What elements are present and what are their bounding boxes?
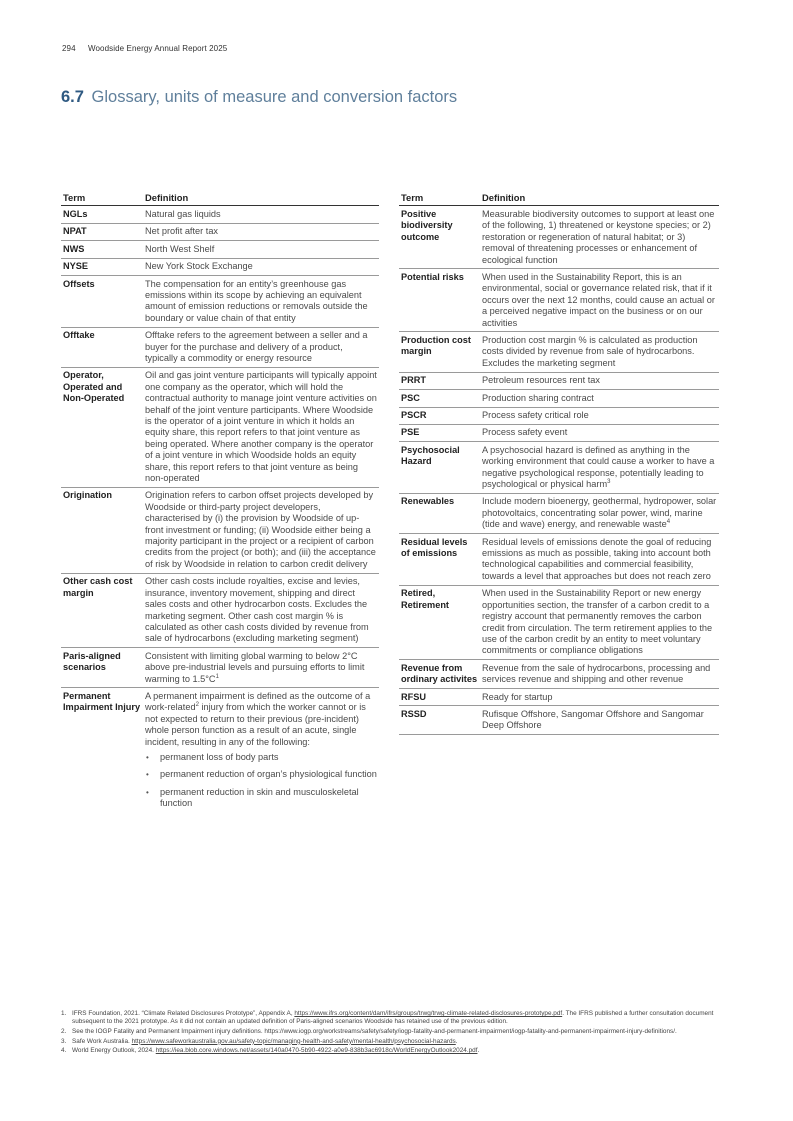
glossary-row (399, 493, 719, 533)
glossary-row (61, 573, 379, 647)
definition-text: Offtake refers to the agreement between a seller and a buyer for the purchase and delivery of a product, typically a commodity or energy resource (145, 330, 368, 363)
glossary-definition (480, 442, 719, 494)
glossary-row (61, 206, 379, 223)
definition-text: Other cash costs include royalties, excise and levies, insurance, inventory movement, shipping and direct sales costs and other hydrocarbon costs. Excludes the marketing segment. Other cash cost margin % is calculated as other cash costs divided by revenue from sale of hydrocarbons (excluding marketing segment) (145, 576, 369, 644)
glossary-definition (143, 367, 379, 487)
glossary-definition (143, 487, 379, 573)
glossary-term: RSSD (399, 706, 480, 735)
footnote-text-end: . (477, 1047, 480, 1055)
definition-header: Definition (480, 190, 719, 206)
glossary-row (399, 660, 719, 689)
definition-text: The compensation for an entity’s greenhouse gas emissions within its scope by achieving an equivalent amount of emission reductions or removals outside the boundary or value chain of that entity (145, 278, 368, 323)
footnote-link[interactable]: https://www.ifrs.org/content/dam/ifrs/groups/trwg/trwg-climate-related-disclosures-prototype.pdf (294, 1010, 563, 1017)
glossary-row (399, 269, 719, 332)
glossary-definition (143, 223, 379, 240)
glossary-row (399, 585, 719, 659)
glossary-definition (480, 390, 719, 407)
section-heading: Glossary, units of measure and conversion factors (91, 88, 458, 106)
footnote-number: 4. (61, 1047, 67, 1055)
glossary-definition (480, 407, 719, 424)
definition-text: Origination refers to carbon offset projects developed by Woodside or third-party project developers, characterised by (i) the provision by Woodside of up-front investment or funding; (ii) Woodside either being a majority participant in the project or a recipient of carbon credits from the project (or both); and (iii) the acceptance of risk by Woodside in relation to carbon credit delivery (145, 490, 376, 569)
glossary-term: Permanent Impairment Injury (63, 690, 141, 713)
glossary-term: Renewables (399, 493, 480, 533)
glossary-term: Offsets (61, 276, 143, 328)
glossary-term: NGLs (61, 206, 143, 223)
glossary-term: PSE (399, 424, 480, 441)
footnote-number: 3. (61, 1037, 67, 1045)
definition-text: Ready for startup (482, 691, 553, 702)
definition-text: When used in the Sustainability Report or new energy opportunities section, the transfer of a carbon credit to a registry account that permanently removes the carbon credit from circulation. The term retirement applies to the use of the carbon credit by an entity to meet voluntary commitments or compliance obligations (482, 588, 713, 656)
glossary-definition (143, 573, 379, 647)
bullet-item: • permanent reduction in skin and musculoskeletal function (145, 787, 377, 810)
glossary-term: Retired, Retirement (399, 585, 480, 659)
glossary-row (399, 424, 719, 441)
definition-text: A permanent impairment is defined as the outcome of a work-related (145, 690, 371, 713)
glossary-row (61, 223, 379, 240)
definition-text: Production sharing contract (482, 392, 594, 403)
glossary-row (399, 390, 719, 407)
glossary-term: NWS (61, 241, 143, 258)
bullet-list (145, 752, 377, 810)
footnote (61, 1028, 731, 1036)
definition-text: Measurable biodiversity outcomes to support at least one of the following, 1) threatened or keystone species; or 2) restoration or regeneration of natural habitat; or 3) removal of threatening processes or enhancement of ecological function (482, 208, 715, 265)
bullet-item: • permanent loss of body parts (145, 752, 377, 763)
glossary-term: Residual levels of emissions (399, 534, 480, 586)
term-header: Term (61, 190, 143, 206)
glossary-definition (143, 688, 379, 818)
glossary-definition (480, 660, 719, 689)
glossary-definition (480, 269, 719, 332)
glossary-row (399, 689, 719, 706)
glossary-row (399, 372, 719, 389)
footnote-ref: 2 (195, 702, 199, 709)
glossary-definition (480, 689, 719, 706)
report-title: Woodside Energy Annual Report 2025 (87, 44, 228, 53)
glossary-term: Psychosocial Hazard (399, 442, 480, 494)
footnote-ref: 1 (215, 673, 219, 680)
definition-text: When used in the Sustainability Report, this is an environmental, social or governance related risk, that if it occurs over the next 12 months, could cause an actual or a perceived negative impact on the business or on our activities (482, 271, 715, 328)
glossary-definition (480, 493, 719, 533)
glossary-definition (480, 372, 719, 389)
glossary-row (399, 706, 719, 735)
footnote-link[interactable]: https://iea.blob.core.windows.net/assets/140a0470-5b90-4922-a0e9-838b3ac6918c/WorldEnergyOutlook2024.pdf (155, 1047, 478, 1055)
glossary-term: PSC (399, 390, 480, 407)
glossary-term: PSCR (399, 407, 480, 424)
glossary-row (61, 688, 379, 818)
glossary-row (399, 206, 719, 269)
definition-text: Process safety event (482, 427, 568, 438)
footnote-link[interactable]: https://www.safeworkaustralia.gov.au/safety-topic/managing-health-and-safety/mental-health/psychosocial-hazards (131, 1037, 456, 1045)
bullet-item: • permanent reduction of organ’s physiological function (145, 769, 377, 780)
section-number: 6.7 (61, 88, 84, 106)
glossary-row (61, 327, 379, 367)
definition-text: New York Stock Exchange (145, 261, 253, 272)
glossary-definition (480, 585, 719, 659)
glossary-term: Offtake (61, 327, 143, 367)
definition-text: Rufisque Offshore, Sangomar Offshore and Sangomar Deep Offshore (482, 708, 704, 731)
glossary-row (61, 487, 379, 573)
glossary-row (61, 276, 379, 328)
glossary-row (61, 258, 379, 275)
glossary-term: NPAT (61, 223, 143, 240)
glossary-left-column (61, 190, 379, 818)
glossary-term: Potential risks (399, 269, 480, 332)
glossary-row (61, 367, 379, 487)
definition-text: Oil and gas joint venture participants will typically appoint one company as the operator, which will hold the contractual authority to manage joint venture activities on behalf of the joint venture participants. Where Woodside is the operator of a joint venture in which it holds an equity share, this report refers to that joint venture as being operated. Where another company is the operator of a joint venture in which Woodside holds an equity share, this report refers to that joint venture as being non-operated (145, 370, 377, 484)
definition-text: Natural gas liquids (145, 208, 221, 219)
definition-text: Residual levels of emissions denote the goal of reducing emissions as much as possible, taking into account both technological capabilities and commercial feasibility, towards a level that approaches but does not reach zero (482, 536, 712, 581)
glossary-term: Origination (61, 487, 143, 573)
footnote-text: See the IOGP Fatality and Permanent Impairment injury definitions. https://www.iogp.org/workstreams/safety/safety/iogp-fatality-and-permanent-impairment/iogp-fatality-and-permanent-impairment-injury-definitions/. (72, 1027, 677, 1035)
definition-text: Net profit after tax (145, 226, 219, 237)
footnote-text-end: . The IFRS published a further consultation document subsequent to the 2021 prototype. As it did not contain an updated definition of Paris-aligned scenarios Woodside has retained use of the previous edition. (72, 1010, 714, 1026)
footnote-ref: 4 (666, 519, 671, 526)
glossary-table-left (61, 190, 379, 818)
glossary-term: Production cost margin (399, 332, 480, 372)
definition-text: Process safety critical role (482, 410, 589, 420)
glossary-term: RFSU (399, 689, 480, 706)
glossary-term: NYSE (61, 258, 143, 275)
page-header (62, 44, 237, 53)
glossary-term: Paris-aligned scenarios (61, 648, 143, 688)
definition-text: A psychosocial hazard is defined as anything in the working environment that could cause a worker to have a negative psychological response, potentially leading to psychological or physical harm (482, 444, 715, 490)
glossary-definition (143, 241, 379, 258)
glossary-term: Operator, Operated and Non-Operated (61, 367, 143, 487)
footnote-text: World Energy Outlook, 2024. (72, 1047, 156, 1055)
glossary-row (399, 442, 719, 494)
footnotes (61, 1010, 731, 1057)
glossary-term: PRRT (399, 372, 480, 389)
definition-text: North West Shelf (145, 243, 215, 254)
glossary-definition (143, 258, 379, 275)
footnote-text-end: . (455, 1037, 458, 1045)
definition-text: Include modern bioenergy, geothermal, hydropower, solar photovoltaics, concentrating solar power, wind, marine (tide and wave) energy, and renewable waste (482, 496, 717, 530)
glossary-row (61, 241, 379, 258)
glossary-definition (143, 206, 379, 223)
glossary-definition (143, 327, 379, 367)
glossary-right-column (399, 190, 719, 735)
term-header: Term (399, 190, 480, 206)
definition-header: Definition (143, 190, 379, 206)
glossary-row (399, 332, 719, 372)
glossary-definition (480, 706, 719, 735)
glossary-definition (143, 276, 379, 328)
definition-text: injury from which the worker cannot or is not expected to return to their previous (pre-incident) whole person function as a result of an acute, single incident, resulting in any of the following: (145, 702, 366, 747)
footnote (61, 1038, 731, 1046)
glossary-row (61, 648, 379, 688)
glossary-definition (143, 648, 379, 688)
glossary-table-right (399, 190, 719, 735)
footnote-number: 1. (61, 1010, 67, 1017)
definition-text: Consistent with limiting global warming to below 2°C above pre-industrial levels and pursuing efforts to limit warming to 1.5°C (145, 650, 365, 684)
definition-text: Production cost margin % is calculated as production costs divided by revenue from sale of hydrocarbons. Excludes the marketing segment (482, 334, 698, 368)
page-number: 294 (62, 44, 76, 53)
footnote (61, 1010, 731, 1026)
footnote (61, 1047, 731, 1055)
footnote-text: Safe Work Australia. (72, 1037, 132, 1045)
glossary-term: Revenue from ordinary activites (399, 660, 480, 689)
glossary-row (399, 407, 719, 424)
glossary-term: Other cash cost margin (61, 573, 143, 647)
glossary-definition (480, 332, 719, 372)
definition-text: Revenue from the sale of hydrocarbons, processing and services revenue and shipping and other revenue (482, 662, 711, 685)
glossary-term: Positive biodiversity outcome (399, 206, 480, 269)
glossary-definition (480, 206, 719, 269)
glossary-definition (480, 534, 719, 586)
section-title (61, 88, 457, 107)
glossary-row (399, 534, 719, 586)
footnote-ref: 3 (607, 478, 611, 485)
footnote-number: 2. (61, 1027, 67, 1035)
footnote-text: IFRS Foundation, 2021. “Climate Related Disclosures Prototype”, Appendix A, (72, 1010, 295, 1017)
glossary-definition (480, 424, 719, 441)
definition-text: Petroleum resources rent tax (482, 375, 600, 386)
